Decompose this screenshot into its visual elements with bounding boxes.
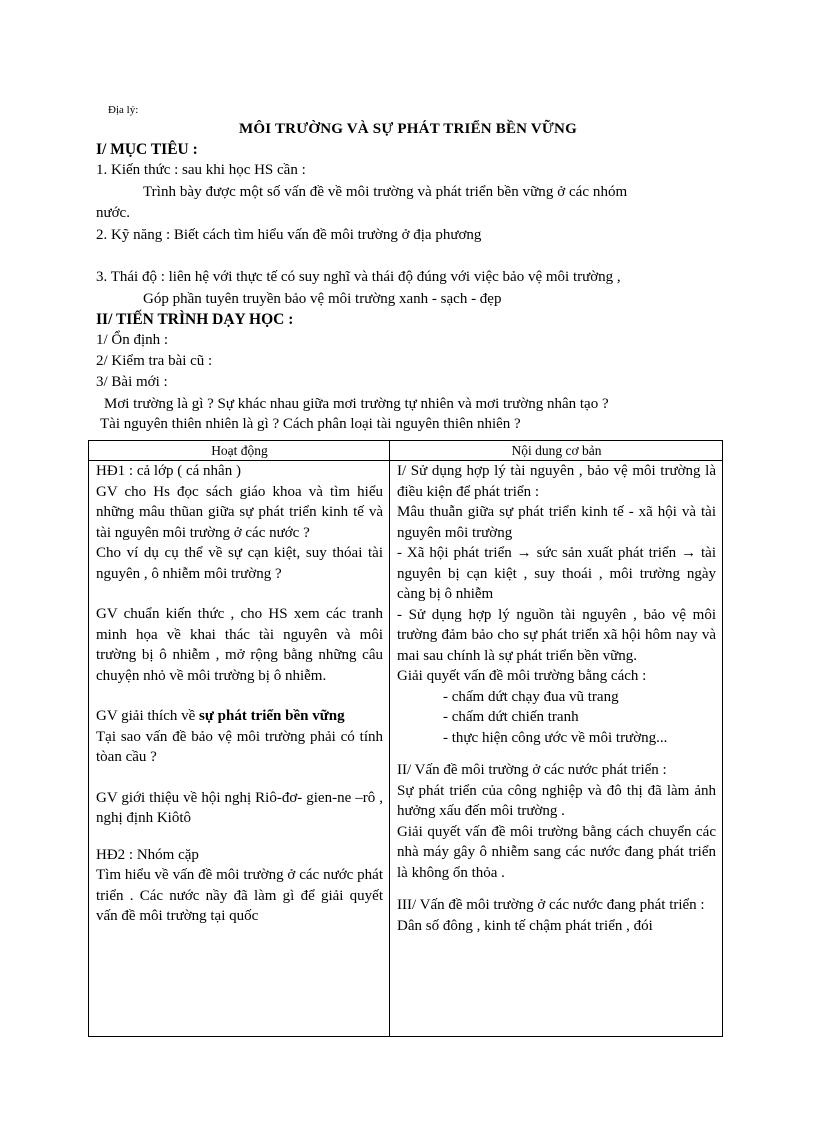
activity-text: GV giải thích về bbox=[96, 708, 200, 724]
table-row bbox=[89, 461, 723, 1037]
lesson-table bbox=[88, 440, 723, 1037]
content-line: Giải quyết vấn đề môi trường bằng cách : bbox=[397, 668, 647, 684]
activity-line: Cho ví dụ cụ thể về sự cạn kiệt, suy thóai tài nguyên , ô nhiễm môi trường ? bbox=[96, 545, 383, 582]
content-cell bbox=[390, 461, 723, 1037]
content-line: III/ Vấn đề môi trường ở các nước đang phát triển : bbox=[397, 897, 705, 913]
content-line: Mâu thuẫn giữa sự phát triển kinh tế - xã hội và tài nguyên môi trường bbox=[397, 504, 716, 541]
content-line: - Sử dụng hợp lý nguồn tài nguyên , bảo vệ môi trường đảm bảo cho sự phát triển xã hội hôm nay và mai sau chính là sự phát triển bền vững. bbox=[397, 606, 716, 664]
content-line: II/ Vấn đề môi trường ở các nước phát triển : bbox=[397, 762, 667, 778]
activity-line bbox=[96, 706, 383, 727]
activity-line: GV giới thiệu về hội nghị Riô-đơ- gien-ne –rô , nghị định Kiôtô bbox=[96, 789, 383, 826]
content-line: - Xã hội phát triển → sức sản xuất phát triển → tài nguyên bị cạn kiệt , suy thoái , môi trường ngày càng bị ô nhiễm bbox=[397, 545, 716, 602]
knowledge-line: 1. Kiến thức : sau khi học HS cần : bbox=[96, 162, 306, 178]
col-header-content: Nội dung cơ bản bbox=[390, 441, 723, 461]
activity-line: GV chuẩn kiến thức , cho HS xem các tranh minh họa về khai thác tài nguyên và môi trường bị ô nhiễm , mở rộng bằng những câu chuyện nhỏ về môi trường bị ô nhiễm. bbox=[96, 606, 383, 684]
col-header-activity: Hoạt động bbox=[89, 441, 390, 461]
step-3: 3/ Bài mới : bbox=[96, 374, 168, 390]
step-1: 1/ Ổn định : bbox=[96, 332, 169, 348]
activity-line: HĐ2 : Nhóm cặp bbox=[96, 846, 199, 863]
content-line: I/ Sử dụng hợp lý tài nguyên , bảo vệ môi trường là điều kiện để phát triển : bbox=[397, 463, 716, 500]
activity-line: Tìm hiểu về vấn đề môi trường ở các nước phát triển . Các nước nầy đã làm gì để giải quyết vấn đề môi trường tại quốc bbox=[96, 867, 383, 924]
knowledge-detail-cont: nước. bbox=[96, 205, 130, 221]
content-line: Sự phát triển của công nghiệp và đô thị đã làm ảnh hưởng xấu đến môi trường . bbox=[397, 782, 716, 819]
section-2-heading: II/ TIẾN TRÌNH DẠY HỌC : bbox=[96, 311, 294, 328]
content-bullet: - chấm dứt chiến tranh bbox=[443, 709, 579, 725]
table-header-row bbox=[89, 441, 723, 461]
skills-line: 2. Kỹ năng : Biết cách tìm hiểu vấn đề môi trường ở địa phương bbox=[96, 227, 482, 243]
content-line: Dân số đông , kinh tế chậm phát triển , đói bbox=[397, 917, 653, 934]
knowledge-detail: Trình bày được một số vấn đề về môi trường và phát triển bền vững ở các nhóm bbox=[143, 184, 628, 200]
activity-bold-term: sự phát triển bền vững bbox=[199, 708, 345, 724]
question-2: Tài nguyên thiên nhiên là gì ? Cách phân loại tài nguyên thiên nhiên ? bbox=[100, 416, 521, 432]
activity-cell bbox=[89, 461, 390, 1037]
page-title: MÔI TRƯỜNG VÀ SỰ PHÁT TRIỂN BỀN VỮNG bbox=[239, 121, 577, 137]
content-line: Giải quyết vấn đề môi trường bằng cách chuyển các nhà máy gây ô nhiễm sang các nước đang phát triển là không ổn thỏa . bbox=[397, 823, 716, 881]
content-bullet: - chấm dứt chạy đua vũ trang bbox=[443, 688, 619, 705]
attitude-detail: Góp phần tuyên truyền bảo vệ môi trường xanh - sạch - đẹp bbox=[143, 291, 502, 307]
question-1: Mơi trường là gì ? Sự khác nhau giữa mơi trường tự nhiên và mơi trường nhân tạo ? bbox=[104, 396, 609, 412]
attitude-line: 3. Thái độ : liên hệ với thực tế có suy nghĩ và thái độ đúng với việc bảo vệ môi trường , bbox=[96, 269, 621, 285]
subject-label: Địa lý: bbox=[108, 104, 139, 116]
section-1-heading: I/ MỤC TIÊU : bbox=[96, 141, 198, 158]
content-bullet: - thực hiện công ước về môi trường... bbox=[443, 729, 668, 746]
activity-line: GV cho Hs đọc sách giáo khoa và tìm hiểu những mâu thũan giữa sự phát triển kinh tế và tài nguyên môi trường ở các nước ? bbox=[96, 483, 383, 541]
activity-line: Tại sao vấn đề bảo vệ môi trường phải có tính tòan cầu ? bbox=[96, 728, 383, 765]
activity-line: HĐ1 : cả lớp ( cá nhân ) bbox=[96, 463, 241, 479]
step-2: 2/ Kiểm tra bài cũ : bbox=[96, 353, 213, 369]
